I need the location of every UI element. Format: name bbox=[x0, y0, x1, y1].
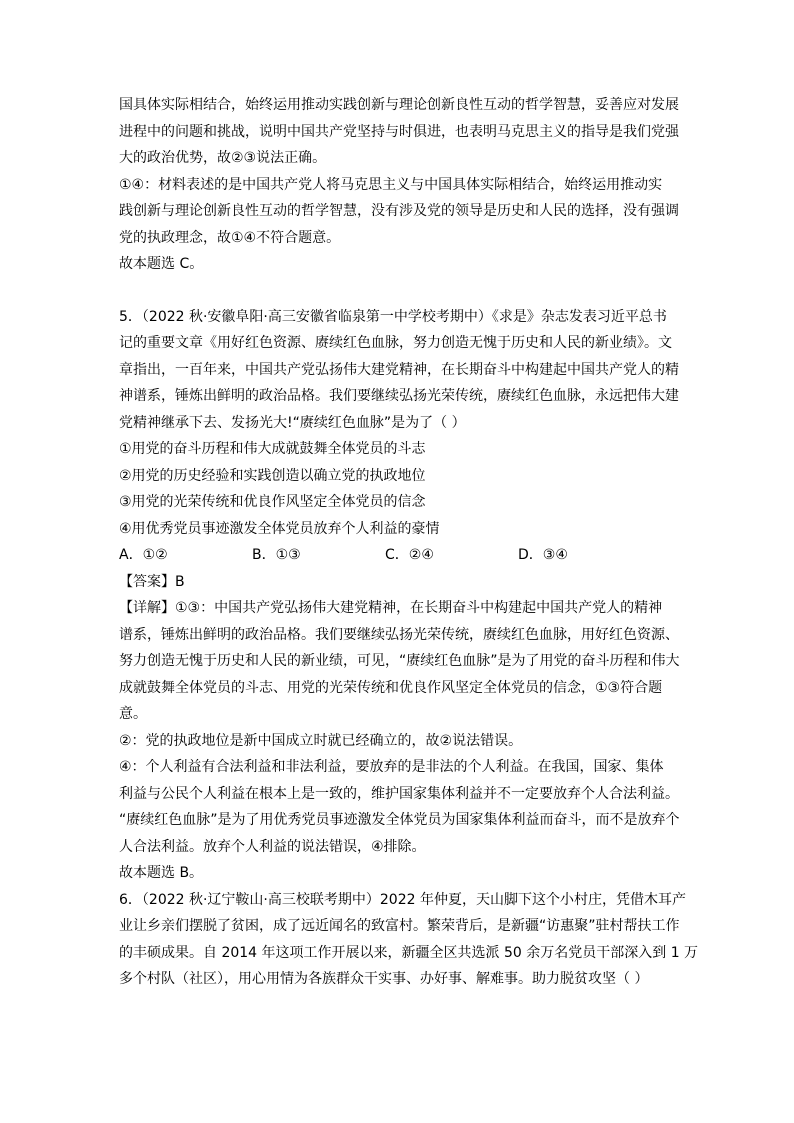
analysis-line: 人合法利益。放弃个人利益的说法错误，④排除。 bbox=[119, 838, 426, 855]
analysis-line: 谱系，锤炼出鲜明的政治品格。我们要继续弘扬光荣传统，赓续红色血脉，用好红色资源、 bbox=[119, 626, 679, 643]
analysis-line: 【详解】①③：中国共产党弘扬伟大建党精神，在长期奋斗中构建起中国共产党人的精神 bbox=[119, 600, 663, 616]
text-line: 国具体实际相结合，始终运用推动实践创新与理论创新良性互动的哲学智慧，妥善应对发展 bbox=[119, 97, 679, 113]
text-line: 践创新与理论创新良性互动的哲学智慧，没有涉及党的领导是历史和人民的选择，没有强调 bbox=[119, 203, 679, 219]
statement-item: ③用党的光荣传统和优良作风坚定全体党员的信念 bbox=[119, 494, 426, 510]
question-stem-line: 党精神继承下去、发扬光大!“赓续红色血脉”是为了（ ） bbox=[119, 414, 466, 431]
text-line: 进程中的问题和挑战，说明中国共产党坚持与时俱进，也表明马克思主义的指导是我们党强 bbox=[119, 123, 679, 140]
question-5 bbox=[119, 304, 689, 887]
analysis-line: 努力创造无愧于历史和人民的新业绩，可见，“赓续红色血脉”是为了用党的奋斗历程和伟大 bbox=[119, 653, 680, 669]
previous-answer-analysis bbox=[119, 92, 689, 278]
text-line: 大的政治优势，故②③说法正确。 bbox=[119, 150, 327, 166]
answer-label: 【答案】B bbox=[119, 573, 185, 590]
question-stem-line: 业让乡亲们摆脱了贫困，成了远近闻名的致富村。繁荣背后，是新疆“访惠聚”驻村帮扶工作 bbox=[119, 918, 680, 934]
analysis-line: 成就鼓舞全体党员的斗志、用党的光荣传统和优良作风坚定全体党员的信念，①③符合题 bbox=[119, 679, 663, 696]
question-6 bbox=[119, 887, 699, 993]
text-line: ①④：材料表述的是中国共产党人将马克思主义与中国具体实际相结合，始终运用推动实 bbox=[119, 176, 663, 193]
analysis-line: ④：个人利益有合法利益和非法利益，要放弃的是非法的个人利益。在我国，国家、集体 bbox=[119, 759, 664, 775]
question-stem-line: 记的重要文章《用好红色资源、赓续红色血脉，努力创造无愧于历史和人民的新业绩》。文 bbox=[119, 335, 672, 351]
text-line: 故本题选 C。 bbox=[119, 256, 204, 272]
analysis-line: “赓续红色血脉”是为了用优秀党员事迹激发全体党员为国家集体利益而奋斗，而不是放弃个 bbox=[119, 812, 680, 828]
question-stem-line: 6．（2022 秋·辽宁鞍山·高三校联考期中）2022 年仲夏，天山脚下这个小村庄，凭借木耳产 bbox=[119, 891, 686, 908]
analysis-line: 故本题选 B。 bbox=[119, 865, 204, 881]
option-c: C．②④ bbox=[385, 547, 434, 563]
option-d: D．③④ bbox=[518, 547, 568, 563]
option-b: B．①③ bbox=[252, 547, 301, 563]
analysis-line: 利益与公民个人利益在根本上是一致的，维护国家集体利益并不一定要放弃个人合法利益。 bbox=[119, 785, 679, 802]
spacer bbox=[119, 278, 689, 304]
question-stem-line: 章指出，一百年来，中国共产党弘扬伟大建党精神，在长期奋斗中构建起中国共产党人的精 bbox=[119, 361, 679, 378]
statement-item: ②用党的历史经验和实践创造以确立党的执政地位 bbox=[119, 467, 426, 484]
analysis-line: 意。 bbox=[119, 706, 147, 722]
question-stem-line: 的丰硕成果。自 2014 年这项工作开展以来，新疆全区共选派 50 余万名党员干部深入到 1 万 bbox=[119, 944, 699, 961]
answer-options bbox=[119, 542, 689, 569]
statement-item: ①用党的奋斗历程和伟大成就鼓舞全体党员的斗志 bbox=[119, 441, 426, 457]
statement-item: ④用优秀党员事迹激发全体党员放弃个人利益的豪情 bbox=[119, 520, 440, 537]
question-stem-line: 多个村队（社区），用心用情为各族群众干实事、办好事、解难事。助力脱贫攻坚（ ） bbox=[119, 971, 649, 987]
question-stem-line: 5．（2022 秋·安徽阜阳·高三安徽省临泉第一中学校考期中）《求是》杂志发表习近平总书 bbox=[119, 308, 667, 325]
document-content bbox=[119, 92, 699, 993]
option-a: A．①② bbox=[119, 547, 168, 563]
analysis-line: ②：党的执政地位是新中国成立时就已经确立的，故②说法错误。 bbox=[119, 732, 523, 749]
text-line: 党的执政理念，故①④不符合题意。 bbox=[119, 229, 341, 246]
question-stem-line: 神谱系，锤炼出鲜明的政治品格。我们要继续弘扬光荣传统，赓续红色血脉，永远把伟大建 bbox=[119, 388, 679, 404]
